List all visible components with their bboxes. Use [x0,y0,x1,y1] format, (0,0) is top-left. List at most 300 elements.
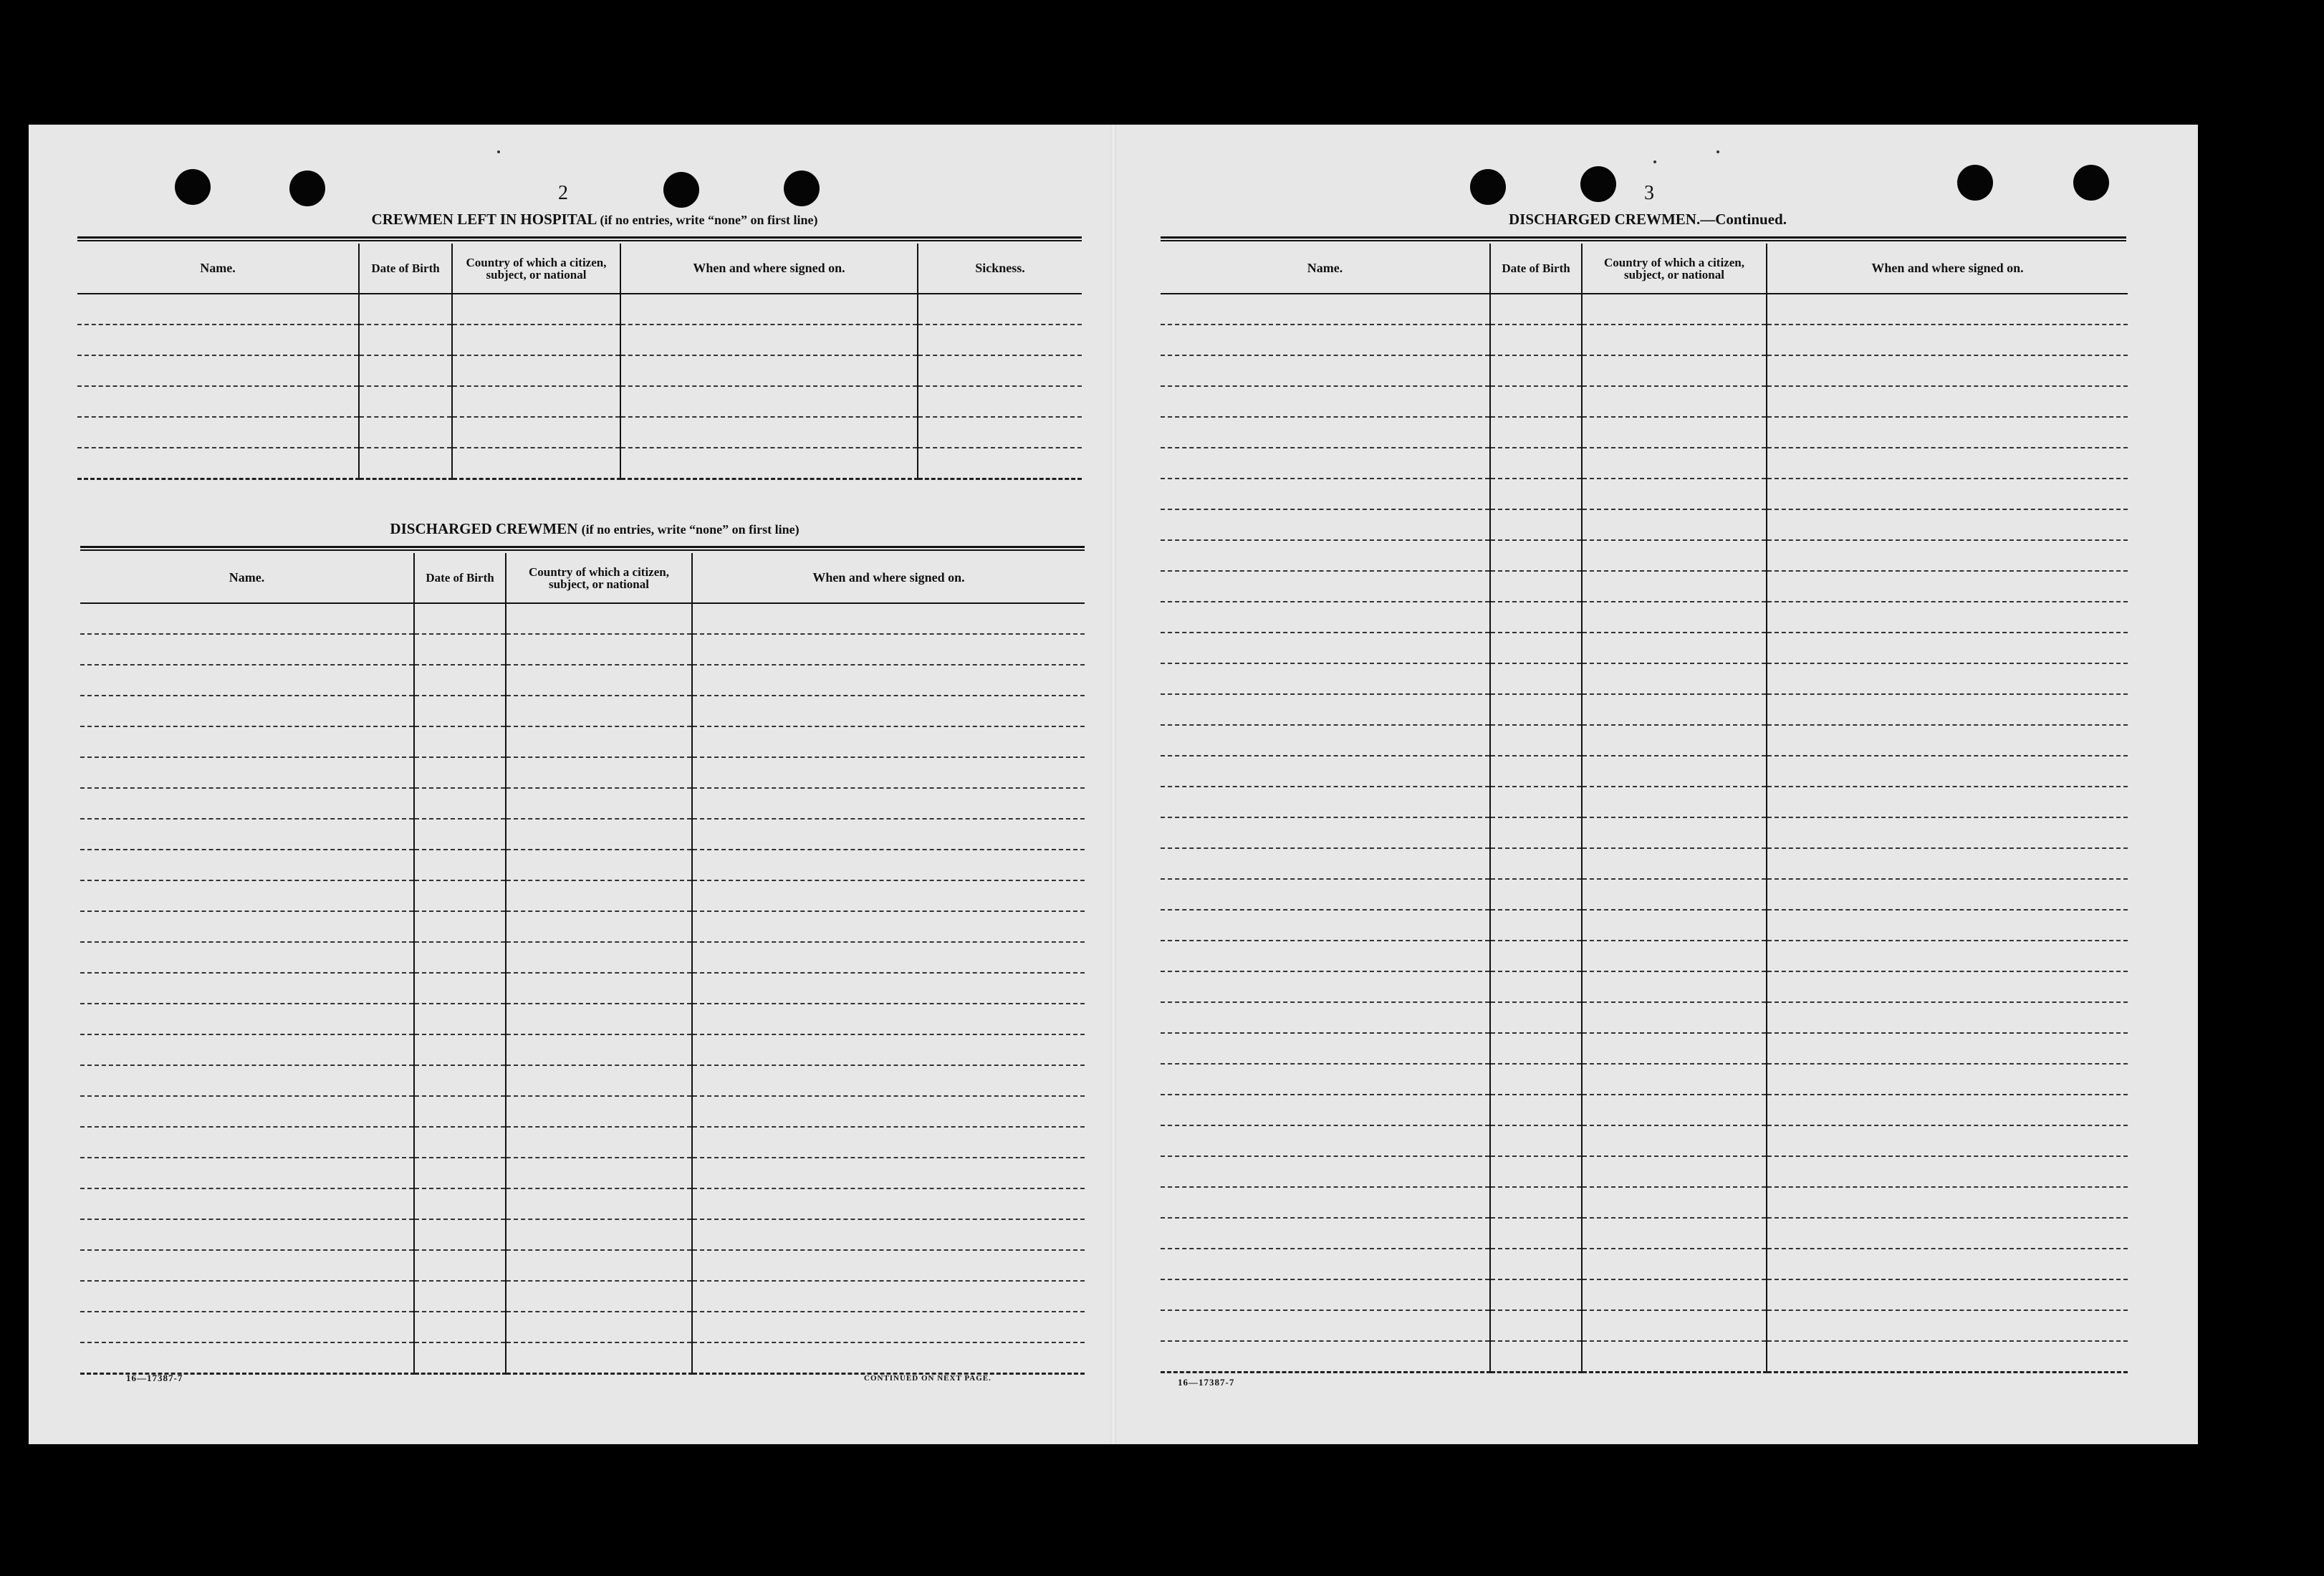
table-cell[interactable] [506,634,692,665]
table-row [1161,1064,2128,1095]
table-cell[interactable] [80,634,414,665]
discharged-continued-title: DISCHARGED CREWMEN.—Continued. [1509,211,1787,228]
table-cell[interactable] [414,942,506,973]
table-cell[interactable] [1161,633,1490,663]
table-cell[interactable] [1582,602,1767,633]
table-cell[interactable] [1161,509,1490,540]
table-cell[interactable] [414,788,506,819]
table-cell[interactable] [620,325,918,355]
table-cell[interactable] [1582,725,1767,756]
table-cell[interactable] [692,1096,1085,1127]
table-cell[interactable] [1767,879,2128,910]
table-cell[interactable] [1582,1064,1767,1095]
table-cell[interactable] [1161,479,1490,509]
table-cell[interactable] [80,880,414,911]
table-cell[interactable] [80,696,414,726]
table-cell[interactable] [414,1250,506,1281]
table-cell[interactable] [1490,1064,1582,1095]
table-cell[interactable] [1582,1002,1767,1033]
punch-hole [1470,169,1506,205]
table-cell[interactable] [1767,325,2128,355]
table-cell[interactable] [506,911,692,942]
table-cell[interactable] [414,1096,506,1127]
table-cell[interactable] [692,757,1085,788]
table-cell[interactable] [1490,971,1582,1002]
table-cell[interactable] [80,1342,414,1373]
table-cell[interactable] [80,942,414,973]
table-cell[interactable] [414,726,506,757]
table-cell[interactable] [692,665,1085,696]
table-cell[interactable] [1161,1279,1490,1310]
table-row [77,294,1082,325]
table-cell[interactable] [506,1281,692,1312]
table-cell[interactable] [1490,633,1582,663]
table-cell[interactable] [414,850,506,880]
table-row [1161,725,2128,756]
table-cell[interactable] [1582,1156,1767,1187]
table-cell[interactable] [80,850,414,880]
table-cell[interactable] [1161,540,1490,571]
table-cell[interactable] [1161,848,1490,879]
table-cell[interactable] [452,386,620,417]
double-rule [80,546,1085,551]
table-cell[interactable] [620,386,918,417]
hospital-table [77,244,1082,480]
table-cell[interactable] [1582,1310,1767,1341]
table-cell[interactable] [1582,448,1767,479]
table-cell[interactable] [1767,1064,2128,1095]
table-cell[interactable] [692,1312,1085,1342]
table-cell[interactable] [80,788,414,819]
table-row [1161,1002,2128,1033]
table-row [80,665,1085,696]
table-cell[interactable] [506,1188,692,1219]
table-cell[interactable] [692,1065,1085,1096]
paper-speck [1653,160,1656,163]
table-cell[interactable] [1161,787,1490,817]
table-cell[interactable] [1767,509,2128,540]
table-cell[interactable] [918,417,1082,448]
table-cell[interactable] [1161,1310,1490,1341]
table-cell[interactable] [692,1342,1085,1373]
table-cell[interactable] [1161,1156,1490,1187]
table-cell[interactable] [1582,756,1767,787]
table-cell[interactable] [359,386,452,417]
page-number: 3 [1644,182,1654,204]
table-cell[interactable] [80,1250,414,1281]
table-cell[interactable] [1582,787,1767,817]
table-cell[interactable] [1582,663,1767,694]
table-cell[interactable] [1767,1033,2128,1064]
table-cell[interactable] [1582,1033,1767,1064]
table-cell[interactable] [1161,971,1490,1002]
table-row [80,942,1085,973]
table-cell[interactable] [414,1342,506,1373]
table-cell[interactable] [80,757,414,788]
table-cell[interactable] [1767,1156,2128,1187]
table-cell[interactable] [1161,1095,1490,1125]
table-cell[interactable] [80,726,414,757]
table-cell[interactable] [506,1096,692,1127]
table-cell[interactable] [1490,417,1582,448]
table-cell[interactable] [1767,725,2128,756]
table-cell[interactable] [1767,1341,2128,1372]
table-cell[interactable] [506,1065,692,1096]
table-cell[interactable] [359,325,452,355]
table-cell[interactable] [1767,1218,2128,1249]
table-cell[interactable] [414,1281,506,1312]
table-cell[interactable] [506,603,692,634]
table-cell[interactable] [1490,509,1582,540]
table-cell[interactable] [1582,879,1767,910]
table-row [1161,571,2128,602]
table-cell[interactable] [506,696,692,726]
table-cell[interactable] [80,603,414,634]
table-cell[interactable] [506,665,692,696]
table-cell[interactable] [1161,417,1490,448]
table-cell[interactable] [359,448,452,479]
table-cell[interactable] [620,294,918,325]
table-cell[interactable] [506,1004,692,1034]
table-cell[interactable] [1582,1249,1767,1279]
table-cell[interactable] [1582,571,1767,602]
column-header-sickness: Sickness. [918,244,1082,294]
table-cell[interactable] [359,417,452,448]
table-cell[interactable] [620,417,918,448]
table-cell[interactable] [1161,1187,1490,1218]
table-cell[interactable] [1161,1064,1490,1095]
table-cell[interactable] [692,1158,1085,1188]
table-cell[interactable] [414,696,506,726]
table-cell[interactable] [1490,294,1582,325]
table-cell[interactable] [1767,355,2128,386]
table-cell[interactable] [692,726,1085,757]
table-cell[interactable] [1490,848,1582,879]
table-cell[interactable] [1490,540,1582,571]
table-cell[interactable] [1161,571,1490,602]
table-cell[interactable] [1582,1125,1767,1156]
table-cell[interactable] [452,417,620,448]
table-cell[interactable] [1161,725,1490,756]
table-cell[interactable] [1582,941,1767,971]
table-cell[interactable] [80,1312,414,1342]
table-cell[interactable] [1767,602,2128,633]
table-cell[interactable] [1161,1341,1490,1372]
table-cell[interactable] [77,325,359,355]
table-cell[interactable] [620,448,918,479]
table-cell[interactable] [692,788,1085,819]
table-cell[interactable] [1490,1341,1582,1372]
table-cell[interactable] [359,294,452,325]
table-row [80,1219,1085,1250]
table-cell[interactable] [692,1281,1085,1312]
table-cell[interactable] [1767,540,2128,571]
table-cell[interactable] [359,355,452,386]
table-cell[interactable] [80,1158,414,1188]
table-cell[interactable] [414,1188,506,1219]
table-cell[interactable] [1490,1095,1582,1125]
table-cell[interactable] [1582,633,1767,663]
table-cell[interactable] [1490,787,1582,817]
table-cell[interactable] [1582,479,1767,509]
table-cell[interactable] [414,634,506,665]
table-cell[interactable] [1490,386,1582,417]
table-cell[interactable] [1767,479,2128,509]
table-cell[interactable] [1161,1002,1490,1033]
table-cell[interactable] [506,1312,692,1342]
table-cell[interactable] [1490,448,1582,479]
table-cell[interactable] [1767,756,2128,787]
table-cell[interactable] [692,1188,1085,1219]
table-cell[interactable] [1490,1156,1582,1187]
table-cell[interactable] [1767,1095,2128,1125]
table-cell[interactable] [506,880,692,911]
table-cell[interactable] [1767,1002,2128,1033]
discharged-section-title [107,520,1082,538]
table-cell[interactable] [506,1034,692,1065]
table-cell[interactable] [414,1034,506,1065]
table-cell[interactable] [1161,879,1490,910]
table-row [80,788,1085,819]
table-cell[interactable] [1490,602,1582,633]
table-cell[interactable] [1161,448,1490,479]
table-cell[interactable] [1582,294,1767,325]
table-cell[interactable] [80,1219,414,1250]
table-cell[interactable] [1161,756,1490,787]
table-cell[interactable] [506,850,692,880]
table-cell[interactable] [414,757,506,788]
table-cell[interactable] [918,294,1082,325]
table-cell[interactable] [414,1312,506,1342]
table-cell[interactable] [1582,417,1767,448]
table-cell[interactable] [1582,910,1767,941]
table-cell[interactable] [1767,417,2128,448]
table-cell[interactable] [1767,694,2128,725]
table-cell[interactable] [1490,756,1582,787]
table-cell[interactable] [1582,509,1767,540]
table-cell[interactable] [1767,571,2128,602]
table-cell[interactable] [918,448,1082,479]
table-cell[interactable] [1490,1279,1582,1310]
table-cell[interactable] [1582,1341,1767,1372]
table-cell[interactable] [692,819,1085,850]
table-cell[interactable] [692,1127,1085,1158]
table-cell[interactable] [1582,386,1767,417]
table-cell[interactable] [1161,325,1490,355]
table-cell[interactable] [1490,725,1582,756]
table-cell[interactable] [1490,694,1582,725]
table-cell[interactable] [1490,1310,1582,1341]
table-row [1161,479,2128,509]
table-cell[interactable] [77,448,359,479]
table-row [1161,355,2128,386]
table-cell[interactable] [414,880,506,911]
table-cell[interactable] [506,942,692,973]
table-cell[interactable] [1582,325,1767,355]
table-cell[interactable] [77,294,359,325]
table-cell[interactable] [1161,663,1490,694]
table-row [80,1065,1085,1096]
table-cell[interactable] [1161,941,1490,971]
table-cell[interactable] [1767,386,2128,417]
table-cell[interactable] [1490,879,1582,910]
table-cell[interactable] [1582,817,1767,848]
table-cell[interactable] [692,1250,1085,1281]
table-cell[interactable] [1490,1125,1582,1156]
table-cell[interactable] [1767,787,2128,817]
table-cell[interactable] [414,819,506,850]
table-cell[interactable] [80,911,414,942]
table-cell[interactable] [1161,694,1490,725]
table-cell[interactable] [1490,355,1582,386]
table-cell[interactable] [1490,479,1582,509]
table-cell[interactable] [452,294,620,325]
table-cell[interactable] [692,603,1085,634]
table-cell[interactable] [918,386,1082,417]
table-cell[interactable] [80,1004,414,1034]
table-cell[interactable] [692,880,1085,911]
table-cell[interactable] [1490,663,1582,694]
table-cell[interactable] [452,325,620,355]
table-cell[interactable] [1767,1125,2128,1156]
table-cell[interactable] [1767,294,2128,325]
table-cell[interactable] [1582,355,1767,386]
table-cell[interactable] [1767,941,2128,971]
table-cell[interactable] [1161,1218,1490,1249]
table-cell[interactable] [620,355,918,386]
table-cell[interactable] [1161,910,1490,941]
table-cell[interactable] [692,973,1085,1004]
table-cell[interactable] [1161,602,1490,633]
table-cell[interactable] [1582,540,1767,571]
table-cell[interactable] [414,1127,506,1158]
table-cell[interactable] [414,973,506,1004]
table-row [1161,756,2128,787]
table-cell[interactable] [1767,910,2128,941]
table-cell[interactable] [692,942,1085,973]
table-cell[interactable] [1767,971,2128,1002]
page-2 [29,125,1113,1444]
table-cell[interactable] [692,696,1085,726]
table-cell[interactable] [80,665,414,696]
table-cell[interactable] [1767,1310,2128,1341]
table-cell[interactable] [80,1188,414,1219]
table-cell[interactable] [1582,1279,1767,1310]
table-cell[interactable] [80,973,414,1004]
table-cell[interactable] [452,448,620,479]
discharged-instruction: (if no entries, write “none” on first line) [581,522,800,537]
table-cell[interactable] [506,973,692,1004]
table-cell[interactable] [80,1281,414,1312]
table-cell[interactable] [1582,1187,1767,1218]
table-cell[interactable] [80,1127,414,1158]
table-cell[interactable] [1582,848,1767,879]
table-cell[interactable] [1161,817,1490,848]
table-cell[interactable] [452,355,620,386]
table-cell[interactable] [1161,1125,1490,1156]
table-cell[interactable] [1161,355,1490,386]
table-cell[interactable] [1582,971,1767,1002]
table-cell[interactable] [1490,1249,1582,1279]
table-cell[interactable] [414,1158,506,1188]
table-cell[interactable] [1767,448,2128,479]
table-cell[interactable] [414,911,506,942]
table-cell[interactable] [1582,1095,1767,1125]
table-cell[interactable] [506,1219,692,1250]
table-cell[interactable] [1161,386,1490,417]
table-cell[interactable] [77,417,359,448]
table-cell[interactable] [80,819,414,850]
table-cell[interactable] [77,355,359,386]
table-cell[interactable] [692,1034,1085,1065]
table-cell[interactable] [506,819,692,850]
table-cell[interactable] [692,911,1085,942]
table-cell[interactable] [506,1158,692,1188]
table-row [1161,1341,2128,1372]
table-cell[interactable] [80,1065,414,1096]
table-cell[interactable] [1490,1033,1582,1064]
table-cell[interactable] [1490,1187,1582,1218]
table-cell[interactable] [1767,817,2128,848]
table-cell[interactable] [1490,325,1582,355]
table-cell[interactable] [414,665,506,696]
table-cell[interactable] [80,1096,414,1127]
table-cell[interactable] [1582,694,1767,725]
table-cell[interactable] [1161,1249,1490,1279]
table-row [1161,787,2128,817]
table-row [80,1158,1085,1188]
table-cell[interactable] [414,603,506,634]
table-cell[interactable] [1767,1249,2128,1279]
table-cell[interactable] [1490,1218,1582,1249]
table-cell[interactable] [692,634,1085,665]
table-cell[interactable] [77,386,359,417]
table-cell[interactable] [918,355,1082,386]
table-cell[interactable] [1767,633,2128,663]
table-cell[interactable] [414,1004,506,1034]
table-cell[interactable] [1490,817,1582,848]
table-cell[interactable] [506,1250,692,1281]
table-cell[interactable] [1767,848,2128,879]
form-number: 16—17387-7 [126,1373,183,1383]
table-cell[interactable] [1767,663,2128,694]
table-cell[interactable] [1490,910,1582,941]
table-cell[interactable] [506,1127,692,1158]
table-cell[interactable] [1490,1002,1582,1033]
table-cell[interactable] [506,757,692,788]
table-cell[interactable] [692,850,1085,880]
table-row [1161,879,2128,910]
table-cell[interactable] [80,1034,414,1065]
table-cell[interactable] [1161,294,1490,325]
table-cell[interactable] [692,1219,1085,1250]
table-cell[interactable] [918,325,1082,355]
table-cell[interactable] [414,1219,506,1250]
table-cell[interactable] [1767,1187,2128,1218]
table-cell[interactable] [1490,941,1582,971]
table-row [1161,941,2128,971]
table-cell[interactable] [1490,571,1582,602]
table-cell[interactable] [506,726,692,757]
table-row [1161,1218,2128,1249]
table-cell[interactable] [506,788,692,819]
table-cell[interactable] [1582,1218,1767,1249]
table-cell[interactable] [506,1342,692,1373]
table-cell[interactable] [1161,1033,1490,1064]
table-cell[interactable] [692,1004,1085,1034]
table-cell[interactable] [414,1065,506,1096]
table-cell[interactable] [1767,1279,2128,1310]
